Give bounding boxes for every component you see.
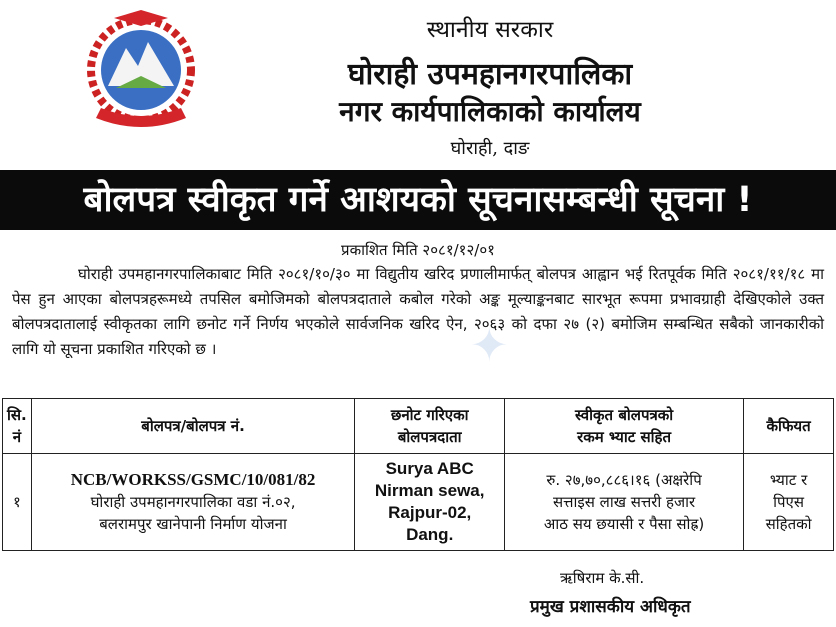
signatory-title: प्रमुख प्रशासकीय अधिकृत: [530, 597, 691, 617]
published-date: प्रकाशित मिति २०८१/१२/०१: [341, 241, 495, 259]
nepal-emblem-icon: [86, 8, 196, 138]
bid-number: NCB/WORKSS/GSMC/10/081/82: [70, 470, 316, 489]
bid-description-line1: घोराही उपमहानगरपालिका वडा नं.०२,: [90, 493, 296, 511]
watermark-logo: ✦: [470, 318, 509, 372]
bid-table: [2, 398, 834, 551]
header-remarks: कैफियत: [744, 399, 834, 454]
header-office-name: नगर कार्यपालिकाको कार्यालय: [339, 95, 641, 128]
notice-banner-title: बोलपत्र स्वीकृत गर्ने आशयको सूचनासम्बन्धी सूचना !: [0, 170, 836, 230]
cell-remarks: भ्याट र पिएस सहितको: [744, 454, 834, 551]
table-header-row: [3, 399, 834, 454]
cell-amount: रु. २७,७०,८८६।१६ (अक्षरेपि सत्ताइस लाख सत्तरी हजार आठ सय छयासी र पैसा सोह्र): [504, 454, 743, 551]
signatory-name: ऋषिराम के.सी.: [560, 569, 645, 587]
cell-bidder: Surya ABC Nirman sewa, Rajpur-02, Dang.: [355, 454, 505, 551]
cell-bid: [31, 454, 355, 551]
header-selected-bidder: छनोट गरिएका बोलपत्रदाता: [355, 399, 505, 454]
header-municipality-name: घोराही उपमहानगरपालिका: [347, 57, 633, 92]
header-location: घोराही, दाङ: [450, 138, 530, 159]
cell-serial: १: [3, 454, 32, 551]
table-row: [3, 454, 834, 551]
header-serial: सि. नं: [3, 399, 32, 454]
header-approved-amount: स्वीकृत बोलपत्रको रकम भ्याट सहित: [504, 399, 743, 454]
notice-body-text: घोराही उपमहानगरपालिकाबाट मिति २०८१/१०/३० मा विद्युतीय खरिद प्रणालीमार्फत् बोलपत्र आह्वान भई रितपूर्वक मिति २०८१/११/१८ मा पेस हुन आएका बोलपत्रहरूमध्ये तपसिल बमोजिमको बोलपत्रदाताले कबोल गरेको अङ्क मूल्याङ्कनबाट सारभूत रूपमा प्रभावग्राही देखिएकोले उक्त बोलपत्रदातालाई स्वीकृतका लागि छनोट गर्ने निर्णय भएकोले सार्वजनिक खरिद ऐन, २०६३ को दफा २७ (२) बमोजिम सम्बन्धित सबैको जानकारीको लागि यो सूचना प्रकाशित गरिएको छ ।: [12, 265, 824, 358]
header-local-government: स्थानीय सरकार: [426, 17, 554, 43]
bid-description-line2: बलरामपुर खानेपानी निर्माण योजना: [99, 515, 287, 533]
header-bid-number: बोलपत्र/बोलपत्र नं.: [31, 399, 355, 454]
